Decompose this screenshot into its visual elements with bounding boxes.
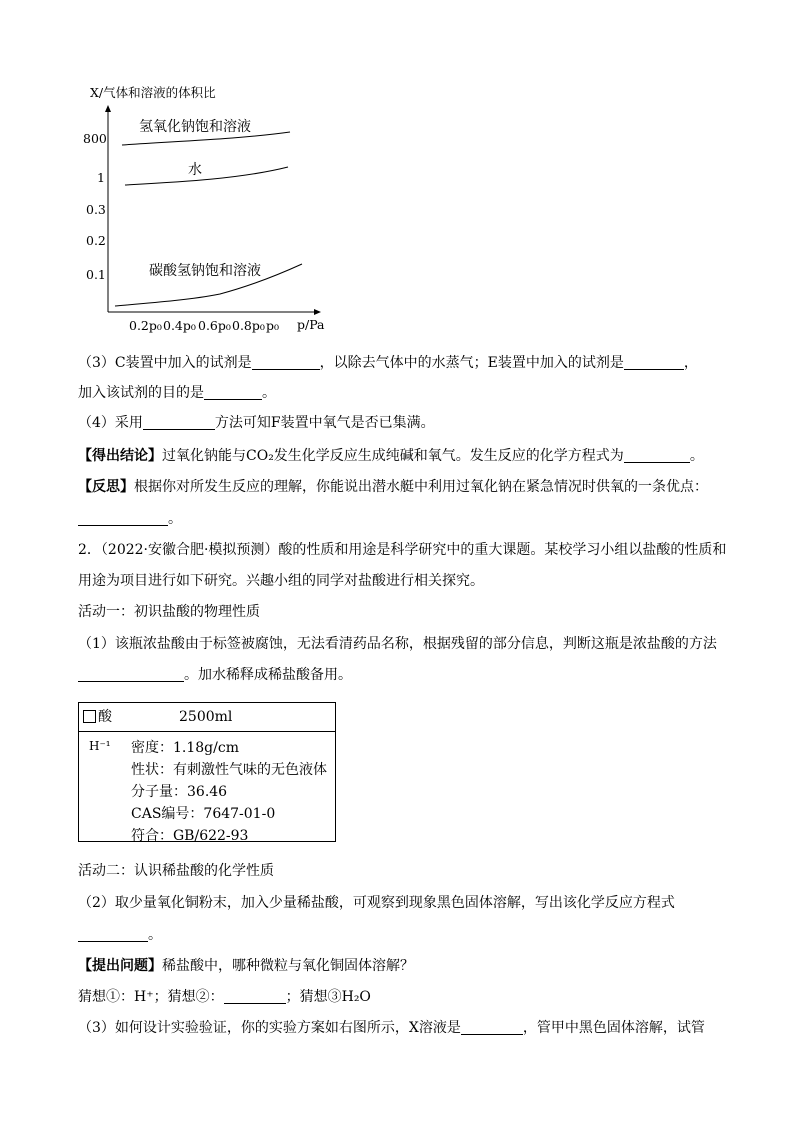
curve-water xyxy=(125,167,288,185)
y-tick-1: 1 xyxy=(97,170,105,185)
p2-intro-line1: 2．（2022·安徽合肥·模拟预测）酸的性质和用途是科学研究中的重大课题。某校学习小组以盐酸的性质和 xyxy=(78,542,727,558)
y-tick-0.2: 0.2 xyxy=(86,233,106,248)
x-tick-0.4p0: 0.4p₀ xyxy=(163,318,196,333)
activity2-heading: 活动二：认识稀盐酸的化学性质 xyxy=(78,863,274,879)
p2-q2-line1: （2）取少量氧化铜粉末，加入少量稀盐酸，可观察到现象黑色固体溶解，写出该化学反应方程式 xyxy=(78,895,675,911)
y-tick-800: 800 xyxy=(83,131,107,146)
reflection-blank xyxy=(78,509,168,526)
x-tick-0.8p0: 0.8p₀ xyxy=(232,318,265,333)
reagent-volume: 2500ml xyxy=(179,709,233,725)
p2-q3-blank xyxy=(461,1018,523,1035)
question-line: 【提出问题】稀盐酸中，哪种微粒与氧化铜固体溶解？ xyxy=(78,958,414,974)
p2-q3-line: （3）如何设计实验验证，你的实验方案如右图所示，X溶液是 ，管甲中黑色固体溶解，试管 xyxy=(78,1020,705,1036)
y-axis-title: X/气体和溶液的体积比 xyxy=(90,85,216,100)
q4-line: （4）采用 方法可知F装置中氧气是否已集满。 xyxy=(78,415,435,431)
q4-blank xyxy=(143,413,215,430)
reagent-density: 密度：1.18g/cm xyxy=(131,740,239,756)
x-tick-p0: p₀ xyxy=(266,318,280,333)
guess-line: 猜想①：H⁺；猜想②： ；猜想③H₂O xyxy=(78,989,371,1005)
p2-q1-line1: （1）该瓶浓盐酸由于标签被腐蚀，无法看清药品名称，根据残留的部分信息，判断这瓶是浓盐酸的方法 xyxy=(78,636,717,652)
reagent-info xyxy=(131,737,327,847)
graph-axes xyxy=(70,78,360,340)
p2-q2-line2: 。 xyxy=(78,924,162,946)
reagent-cas: CAS编号：7647-01-0 xyxy=(131,806,276,822)
reagent-label-header xyxy=(79,703,335,732)
p2-q1-blank xyxy=(78,665,184,682)
curve-label-nahco3: 碳酸氢钠饱和溶液 xyxy=(149,263,261,279)
p2-intro-line2: 用途为项目进行如下研究。兴趣小组的同学对盐酸进行相关探究。 xyxy=(78,573,484,589)
reagent-formula: H⁻¹ xyxy=(89,739,111,753)
reagent-property: 性状：有刺激性气味的无色液体 xyxy=(131,762,327,778)
q3-line1: （3）C装置中加入的试剂是 ，以除去气体中的水蒸气；E装置中加入的试剂是 ， xyxy=(78,355,698,371)
reagent-mass: 分子量：36.46 xyxy=(131,784,228,800)
reagent-name: 酸 xyxy=(98,709,112,725)
x-tick-0.2p0: 0.2p₀ xyxy=(129,318,162,333)
p2-q1-line2: 。加水稀释成稀盐酸备用。 xyxy=(78,664,352,686)
conclusion-blank xyxy=(624,446,690,463)
reagent-standard: 符合：GB/622-93 xyxy=(131,828,249,844)
q3-blank-purpose xyxy=(204,383,262,400)
curve-label-water: 水 xyxy=(188,162,202,178)
x-tick-0.6p0: 0.6p₀ xyxy=(198,318,231,333)
corroded-box-icon xyxy=(83,710,96,723)
reagent-label xyxy=(78,702,336,842)
reflection-answer-line: 。 xyxy=(78,508,182,530)
solubility-graph xyxy=(70,78,360,340)
q3-line2: 加入该试剂的目的是 。 xyxy=(78,385,276,401)
y-tick-0.1: 0.1 xyxy=(86,267,106,282)
p2-q2-blank xyxy=(78,925,148,942)
activity1-heading: 活动一：初识盐酸的物理性质 xyxy=(78,604,260,620)
guess-blank xyxy=(224,987,286,1004)
q3-blank-c xyxy=(252,353,320,370)
y-tick-0.3: 0.3 xyxy=(86,202,106,217)
conclusion-line: 【得出结论】过氧化钠能与CO₂发生化学反应生成纯碱和氧气。发生反应的化学方程式为 。 xyxy=(78,448,704,464)
q3-blank-e xyxy=(624,353,684,370)
reflection-line: 【反思】根据你对所发生反应的理解，你能说出潜水艇中利用过氧化钠在紧急情况时供氧的一条优点： xyxy=(78,479,708,495)
curve-label-naoh: 氢氧化钠饱和溶液 xyxy=(139,119,251,135)
x-axis-title: p/Pa xyxy=(297,317,325,332)
